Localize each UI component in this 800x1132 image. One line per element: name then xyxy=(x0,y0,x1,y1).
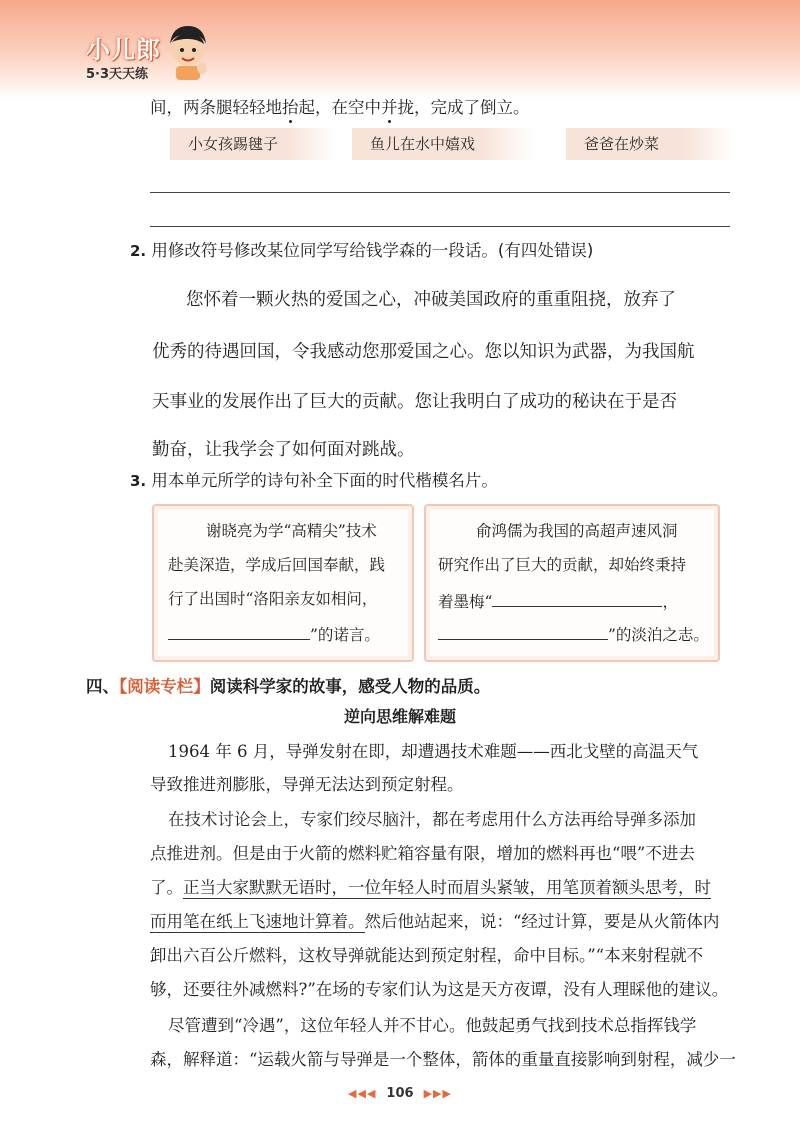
story-line xyxy=(150,908,719,932)
story-line xyxy=(150,874,711,898)
mascot-boy-icon xyxy=(162,22,212,82)
option-tag: 爸爸在炒菜 xyxy=(566,128,734,160)
role-model-card xyxy=(424,504,720,662)
q2-paragraph-line: 您怀着一颗火热的爱国之心，冲破美国政府的重重阻挠，放弃了 xyxy=(186,290,676,310)
right-arrows-icon: ▶▶▶ xyxy=(423,1087,452,1100)
answer-line[interactable] xyxy=(150,192,730,193)
text-fragment: 了。 xyxy=(150,878,183,897)
story-line: 卸出六百公斤燃料，这枚导弹就能达到预定射程，命中目标。”“本来射程就不 xyxy=(150,946,704,965)
text-fragment: 起，在空中 xyxy=(298,98,381,117)
underlined-sentence: 正当大家默默无语时，一位年轻人时而眉头紧皱，用笔顶着额头思考，时 xyxy=(183,878,711,897)
question-prompt: 用本单元所学的诗句补全下面的时代楷模名片。 xyxy=(151,471,498,490)
card-text-line xyxy=(168,625,380,644)
role-model-card xyxy=(152,504,414,662)
emphasis-char: 抬 xyxy=(282,98,299,117)
question-2 xyxy=(130,238,593,264)
section-instruction: 阅读科学家的故事，感受人物的品质。 xyxy=(209,677,491,696)
fill-blank[interactable] xyxy=(168,625,310,640)
story-line: 导致推进剂膨胀，导弹无法达到预定射程。 xyxy=(150,775,464,794)
story-line: 尽管遭到“冷遇”，这位年轻人并不甘心。他鼓起勇气找到技术总指挥钱学 xyxy=(168,1016,697,1035)
story-line: 够，还要往外减燃料?”在场的专家们认为这是天方夜谭，没有人理睬他的建议。 xyxy=(150,980,729,999)
q2-paragraph-line: 天事业的发展作出了巨大的贡献。您让我明白了成功的秘诀在于是否 xyxy=(152,392,677,412)
card-text-line: 研究作出了巨大的贡献，却始终秉持 xyxy=(438,556,687,574)
fill-blank[interactable] xyxy=(492,592,662,607)
option-tag: 小女孩踢毽子 xyxy=(170,128,336,160)
card-text-line xyxy=(438,625,709,644)
card-text-line: 谢晓亮为学“高精尖”技术 xyxy=(206,522,377,540)
q2-paragraph-line: 勤奋，让我学会了如何面对跳战。 xyxy=(152,440,415,460)
text-fragment: 着墨梅“ xyxy=(438,593,493,611)
fill-blank[interactable] xyxy=(438,625,608,640)
text-fragment: ， xyxy=(662,593,678,611)
text-fragment: ”的淡泊之志。 xyxy=(608,626,709,644)
text-fragment: 间，两条腿轻轻地 xyxy=(150,98,282,117)
text-fragment: 然后他站起来，说：“经过计算，要是从火箭体内 xyxy=(364,912,720,931)
story-title: 逆向思维解难题 xyxy=(343,707,456,726)
underlined-sentence: 而用笔在纸上飞速地计算着。 xyxy=(150,912,365,931)
card-text-line xyxy=(438,592,678,611)
section-tag: 【阅读专栏】 xyxy=(119,677,210,696)
question-3 xyxy=(130,468,498,494)
brand-name: 小儿郎 xyxy=(86,36,161,64)
card-text-line: 俞鸿儒为我国的高超声速风洞 xyxy=(476,522,678,540)
story-line: 1964 年 6 月，导弹发射在即，却遭遇技术难题——西北戈壁的高温天气 xyxy=(168,742,699,761)
answer-line[interactable] xyxy=(150,226,730,227)
question-number: 3. xyxy=(130,472,147,490)
option-tag: 鱼儿在水中嬉戏 xyxy=(352,128,536,160)
card-text-line: 赴美深造，学成后回国奉献，践 xyxy=(168,556,386,574)
left-arrows-icon: ◀◀◀ xyxy=(348,1087,377,1100)
page-footer xyxy=(0,1086,800,1101)
section-heading xyxy=(86,673,490,697)
q1-continuation xyxy=(150,95,530,121)
q2-paragraph-line: 优秀的待遇回国，令我感动您那爱国之心。您以知识为武器，为我国航 xyxy=(152,342,695,362)
story-line: 点推进剂。但是由于火箭的燃料贮箱容量有限，增加的燃料再也“喂”不进去 xyxy=(150,844,695,863)
section-number: 四、 xyxy=(86,677,119,696)
story-line: 森，解释道：“运载火箭与导弹是一个整体，箭体的重量直接影响到射程，减少一 xyxy=(150,1050,736,1069)
brand-subtitle: 5·3天天练 xyxy=(86,67,149,82)
emphasis-char: 并 xyxy=(381,98,398,117)
brand-logo xyxy=(86,30,161,82)
page-number: 106 xyxy=(386,1086,414,1101)
question-prompt: 用修改符号修改某位同学写给钱学森的一段话。(有四处错误) xyxy=(151,241,594,260)
text-fragment: ”的诺言。 xyxy=(310,626,380,644)
story-line: 在技术讨论会上，专家们绞尽脑汁，都在考虑用什么方法再给导弹多添加 xyxy=(168,810,696,829)
text-fragment: 拢，完成了倒立。 xyxy=(397,98,530,117)
question-number: 2. xyxy=(130,242,147,260)
card-text-line: 行了出国时“洛阳亲友如相问， xyxy=(168,590,378,608)
